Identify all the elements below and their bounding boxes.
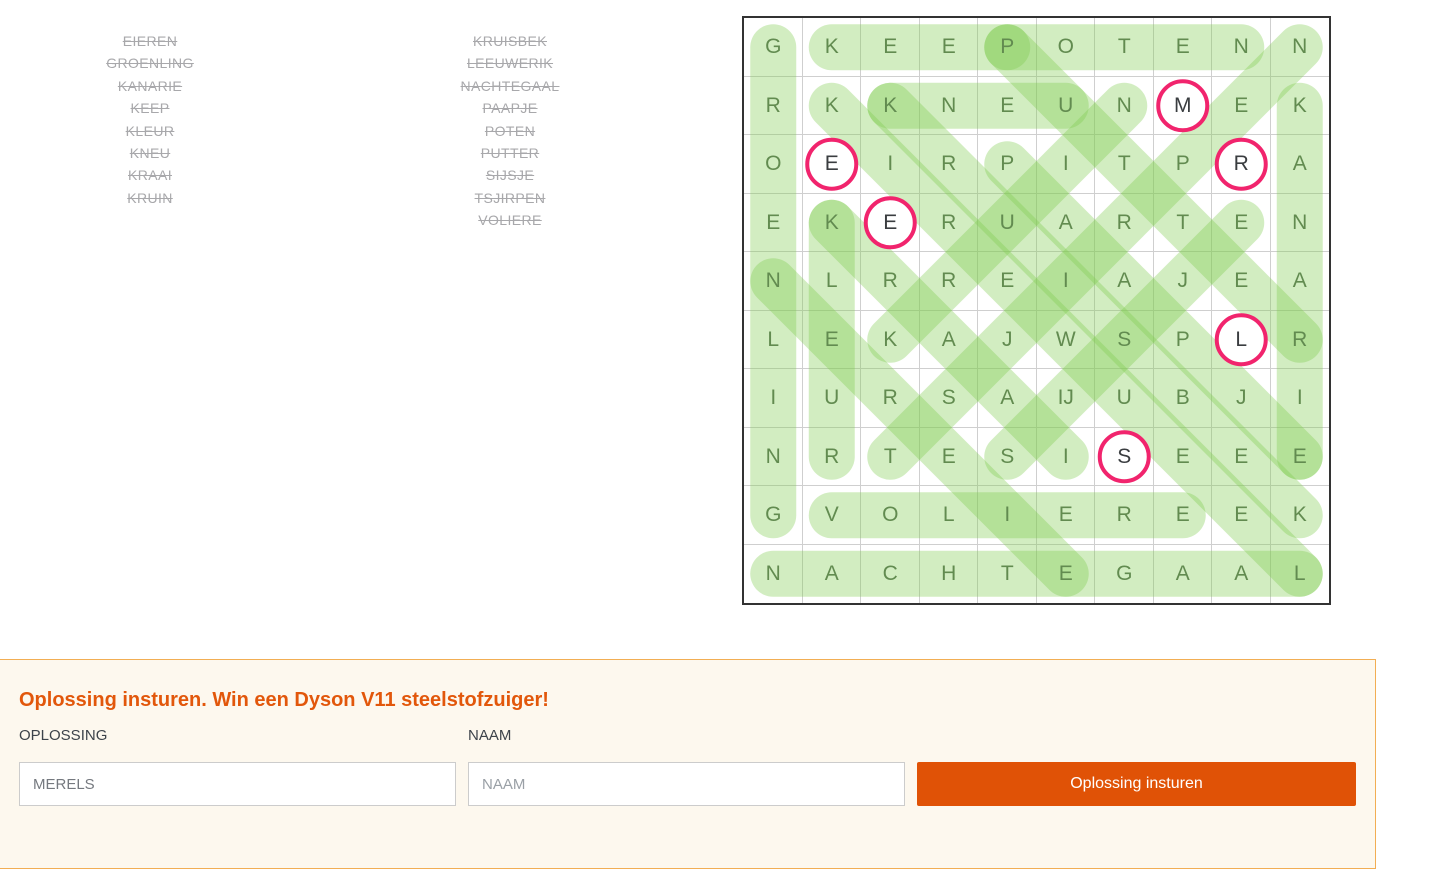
grid-letter: O: [882, 503, 899, 527]
grid-letter: J: [1236, 386, 1247, 410]
grid-letter: C: [882, 561, 898, 585]
grid-letter: E: [1234, 210, 1249, 234]
grid-letter: E: [1175, 503, 1190, 527]
grid-letter: I: [1296, 386, 1303, 410]
word-list-item: POTEN: [484, 122, 536, 139]
grid-letter: E: [1000, 93, 1015, 117]
grid-letter: A: [1234, 561, 1249, 585]
grid-letter: A: [1058, 210, 1073, 234]
grid-letter: IJ: [1057, 386, 1074, 410]
grid-letter: R: [1233, 152, 1249, 176]
grid-letter: E: [941, 444, 956, 468]
word-list-item: KANARIE: [117, 77, 183, 94]
grid-letter: R: [882, 269, 898, 293]
word-list-item: KRUISBEK: [473, 33, 547, 49]
word-list-item: KLEUR: [125, 122, 175, 139]
word-list-item: LEEUWERIK: [466, 55, 554, 72]
word-list-item: EIEREN: [122, 33, 178, 49]
grid-letter: N: [1292, 210, 1308, 234]
grid-letter: L: [942, 503, 955, 527]
grid-letter: L: [1235, 327, 1248, 351]
grid-letter: N: [765, 444, 781, 468]
grid-letter: E: [1234, 269, 1249, 293]
grid-letter: A: [941, 327, 956, 351]
grid-letter: E: [1234, 444, 1249, 468]
grid-letter: I: [1004, 503, 1011, 527]
grid-letter: K: [824, 93, 839, 117]
grid-letter: K: [824, 210, 839, 234]
grid-letter: U: [1116, 386, 1132, 410]
naam-input[interactable]: [468, 762, 905, 806]
grid-letter: K: [1292, 503, 1307, 527]
grid-letter: R: [824, 444, 840, 468]
grid-letter: I: [1062, 444, 1069, 468]
naam-label: NAAM: [468, 727, 512, 744]
grid-letter: A: [1000, 386, 1015, 410]
solution-panel: [0, 659, 1376, 869]
grid-letter: A: [1117, 269, 1132, 293]
grid-letter: I: [770, 386, 777, 410]
grid-letter: V: [824, 503, 839, 527]
grid-letter: S: [1000, 444, 1015, 468]
grid-letter: E: [1058, 503, 1073, 527]
grid-letter: E: [1234, 93, 1249, 117]
grid-letter: T: [1117, 35, 1131, 59]
submit-solution-button[interactable]: Oplossing insturen: [917, 762, 1356, 806]
grid-letter: E: [824, 152, 839, 176]
grid-letter: E: [1058, 561, 1073, 585]
grid-letter: E: [883, 210, 898, 234]
grid-letter: N: [765, 561, 781, 585]
grid-letter: M: [1174, 93, 1192, 117]
grid-letter: H: [941, 561, 957, 585]
grid-letter: P: [1175, 327, 1190, 351]
grid-letter: A: [1292, 269, 1307, 293]
grid-letter: P: [1000, 152, 1015, 176]
oplossing-label: OPLOSSING: [19, 727, 108, 744]
grid-letter: R: [1292, 327, 1308, 351]
word-list-right: [360, 30, 660, 232]
grid-letter: E: [1234, 503, 1249, 527]
grid-letter: G: [765, 35, 782, 59]
grid-letter: E: [766, 210, 781, 234]
grid-letter: N: [941, 93, 957, 117]
grid-letter: R: [1116, 210, 1132, 234]
grid-letter: P: [1000, 35, 1015, 59]
grid-letter: E: [824, 327, 839, 351]
grid-letter: U: [1058, 93, 1074, 117]
grid-letter: S: [1117, 444, 1132, 468]
grid-letter: G: [1116, 561, 1133, 585]
grid-letter: K: [883, 327, 898, 351]
grid-letter: R: [941, 269, 957, 293]
word-list-item: KNEU: [129, 145, 171, 162]
grid-letter: K: [1292, 93, 1307, 117]
grid-letter: J: [1177, 269, 1188, 293]
word-list-item: KRUIN: [127, 189, 173, 206]
grid-letters: [744, 18, 1329, 603]
grid-letter: L: [825, 269, 838, 293]
grid-letter: R: [1116, 503, 1132, 527]
grid-letter: A: [1292, 152, 1307, 176]
grid-letter: W: [1055, 327, 1076, 351]
grid-letter: E: [1000, 269, 1015, 293]
grid-letter: E: [1175, 444, 1190, 468]
word-list-item: PUTTER: [480, 145, 540, 162]
solution-form: [19, 727, 1375, 806]
grid-letter: O: [1057, 35, 1074, 59]
grid-letter: N: [1292, 35, 1308, 59]
grid-letter: T: [1117, 152, 1131, 176]
grid-letter: G: [765, 503, 782, 527]
word-list-item: KEEP: [130, 100, 170, 117]
grid-letter: N: [765, 269, 781, 293]
grid-letter: S: [941, 386, 956, 410]
panel-title: Oplossing insturen. Win een Dyson V11 steelstofzuiger!: [19, 689, 549, 711]
grid-letter: R: [765, 93, 781, 117]
oplossing-field-group: [19, 727, 456, 806]
word-list-left: [0, 30, 300, 209]
grid-letter: R: [941, 152, 957, 176]
grid-letter: P: [1175, 152, 1190, 176]
grid-letter: R: [941, 210, 957, 234]
word-list-item: GROENLING: [106, 55, 194, 72]
grid-letter: U: [824, 386, 840, 410]
grid-letter: E: [941, 35, 956, 59]
grid-letter: T: [1000, 561, 1014, 585]
oplossing-input[interactable]: [19, 762, 456, 806]
grid-letter: T: [883, 444, 897, 468]
grid-letter: N: [1116, 93, 1132, 117]
grid-letter: K: [824, 35, 839, 59]
grid-letter: I: [1062, 152, 1069, 176]
grid-letter: K: [883, 93, 898, 117]
word-list-item: KRAAI: [127, 167, 172, 184]
word-list-item: SIJSJE: [485, 167, 535, 184]
word-list-item: PAAPJE: [482, 100, 538, 117]
grid-letter: L: [1293, 561, 1306, 585]
grid-letter: R: [882, 386, 898, 410]
grid-letter: A: [824, 561, 839, 585]
grid-letter: U: [999, 210, 1015, 234]
word-list-item: TSJIRPEN: [474, 189, 546, 206]
grid-letter: B: [1175, 386, 1190, 410]
word-list-item: VOLIERE: [478, 212, 542, 229]
grid-letter: J: [1002, 327, 1013, 351]
grid-letter: A: [1175, 561, 1190, 585]
grid-letter: E: [1292, 444, 1307, 468]
grid-letter: S: [1117, 327, 1132, 351]
grid-letter: E: [883, 35, 898, 59]
grid-letter: O: [765, 152, 782, 176]
word-list-item: NACHTEGAAL: [460, 77, 560, 94]
grid-letter: T: [1176, 210, 1190, 234]
grid-letter: L: [767, 327, 780, 351]
naam-field-group: [468, 727, 905, 806]
grid-letter: I: [887, 152, 894, 176]
wordsearch-grid[interactable]: [742, 16, 1331, 605]
grid-letter: E: [1175, 35, 1190, 59]
grid-letter: N: [1233, 35, 1249, 59]
grid-letter: I: [1062, 269, 1069, 293]
